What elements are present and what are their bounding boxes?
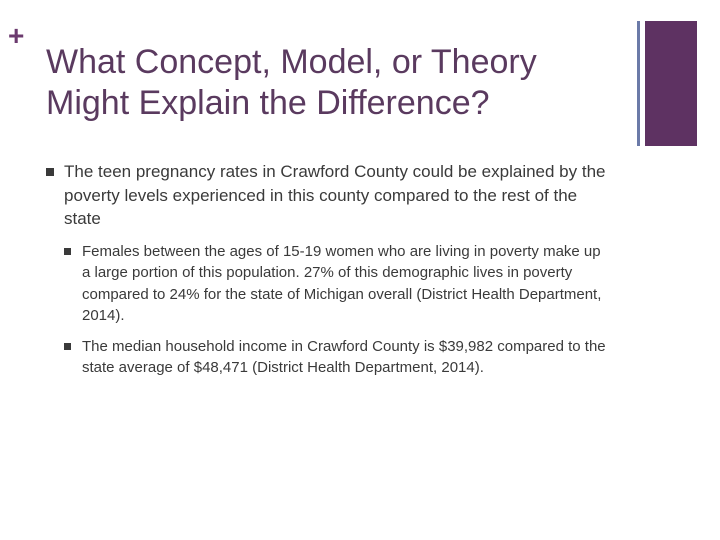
sub-bullet-item	[64, 241, 606, 327]
bullet-item	[46, 160, 606, 231]
accent-line	[637, 21, 640, 146]
square-bullet-icon	[64, 248, 71, 255]
slide-title: What Concept, Model, or Theory Might Explain the Difference?	[46, 43, 537, 122]
plus-icon: +	[8, 20, 25, 51]
sub-bullet-item	[64, 336, 606, 379]
bullet-list	[46, 160, 606, 379]
square-bullet-icon	[46, 168, 54, 176]
bullet-text: The teen pregnancy rates in Crawford County could be explained by the poverty levels experienced in this county compared to the rest of the state	[64, 162, 606, 228]
accent-block	[645, 21, 697, 146]
square-bullet-icon	[64, 343, 71, 350]
sub-bullet-text: Females between the ages of 15-19 women who are living in poverty make up a large portion of this population. 27% of this demographic lives in poverty compared to 24% for the state of Michigan overall (District Health Department, 2014).	[82, 242, 602, 324]
sub-bullet-text: The median household income in Crawford County is $39,982 compared to the state average of $48,471 (District Health Department, 2014).	[82, 337, 606, 376]
